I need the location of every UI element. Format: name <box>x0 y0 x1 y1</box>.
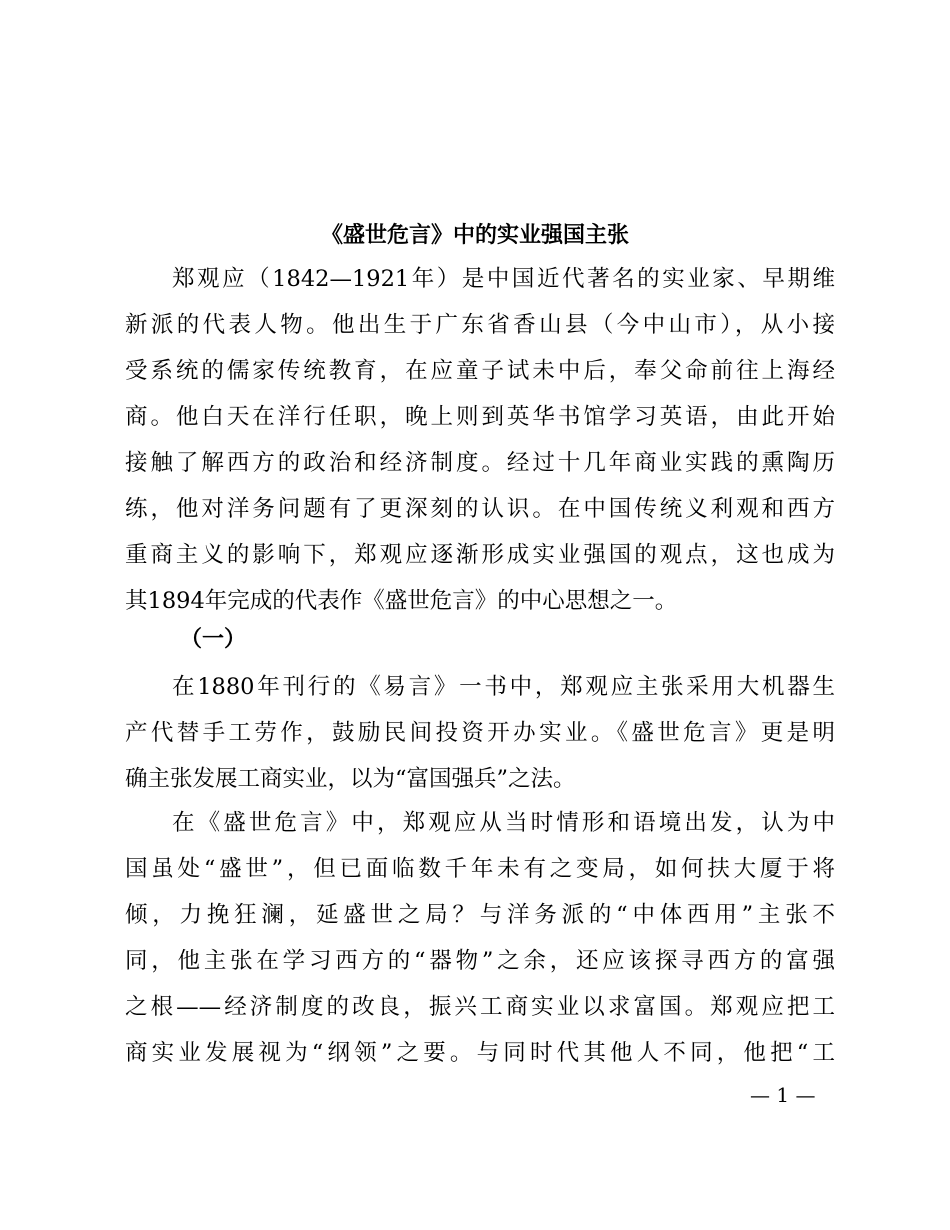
paragraph-3-line-3: 倾，力挽狂澜，延盛世之局？与洋务派的“中体西用”主张不 <box>125 902 835 928</box>
paragraph-1-line-6: 练，他对洋务问题有了更深刻的认识。在中国传统义利观和西方 <box>125 496 835 522</box>
section-heading: （一） <box>180 626 247 652</box>
page-number: — 1 — <box>750 1083 816 1107</box>
paragraph-1-line-5: 接触了解西方的政治和经济制度。经过十几年商业实践的熏陶历 <box>125 450 835 476</box>
paragraph-3-line-4: 同，他主张在学习西方的“器物”之余，还应该探寻西方的富强 <box>125 948 835 974</box>
paragraph-2-line-3: 确主张发展工商实业，以为“富国强兵”之法。 <box>125 766 576 792</box>
paragraph-1-line-8: 其1894年完成的代表作《盛世危言》的中心思想之一。 <box>125 588 678 614</box>
paragraph-3-line-6: 商实业发展视为“纲领”之要。与同时代其他人不同，他把“工 <box>125 1040 835 1066</box>
paragraph-1-line-3: 受系统的儒家传统教育，在应童子试未中后，奉父命前往上海经 <box>125 358 835 384</box>
paragraph-2-line-1: 在1880年刊行的《易言》一书中，郑观应主张采用大机器生 <box>172 674 835 700</box>
paragraph-1-line-1: 郑观应（1842—1921年）是中国近代著名的实业家、早期维 <box>172 266 835 292</box>
paragraph-3-line-2: 国虽处“盛世”，但已面临数千年未有之变局，如何扶大厦于将 <box>125 856 835 882</box>
document-title: 《盛世危言》中的实业强国主张 <box>320 222 629 248</box>
paragraph-3-line-1: 在《盛世危言》中，郑观应从当时情形和语境出发，认为中 <box>172 810 835 836</box>
paragraph-1-line-4: 商。他白天在洋行任职，晚上则到英华书馆学习英语，由此开始 <box>125 404 835 430</box>
paragraph-1-line-2: 新派的代表人物。他出生于广东省香山县（今中山市），从小接 <box>125 312 835 338</box>
paragraph-2-line-2: 产代替手工劳作，鼓励民间投资开办实业。《盛世危言》更是明 <box>125 720 835 746</box>
paragraph-3-line-5: 之根——经济制度的改良，振兴工商实业以求富国。郑观应把工 <box>125 994 835 1020</box>
paragraph-1-line-7: 重商主义的影响下，郑观应逐渐形成实业强国的观点，这也成为 <box>125 542 835 568</box>
